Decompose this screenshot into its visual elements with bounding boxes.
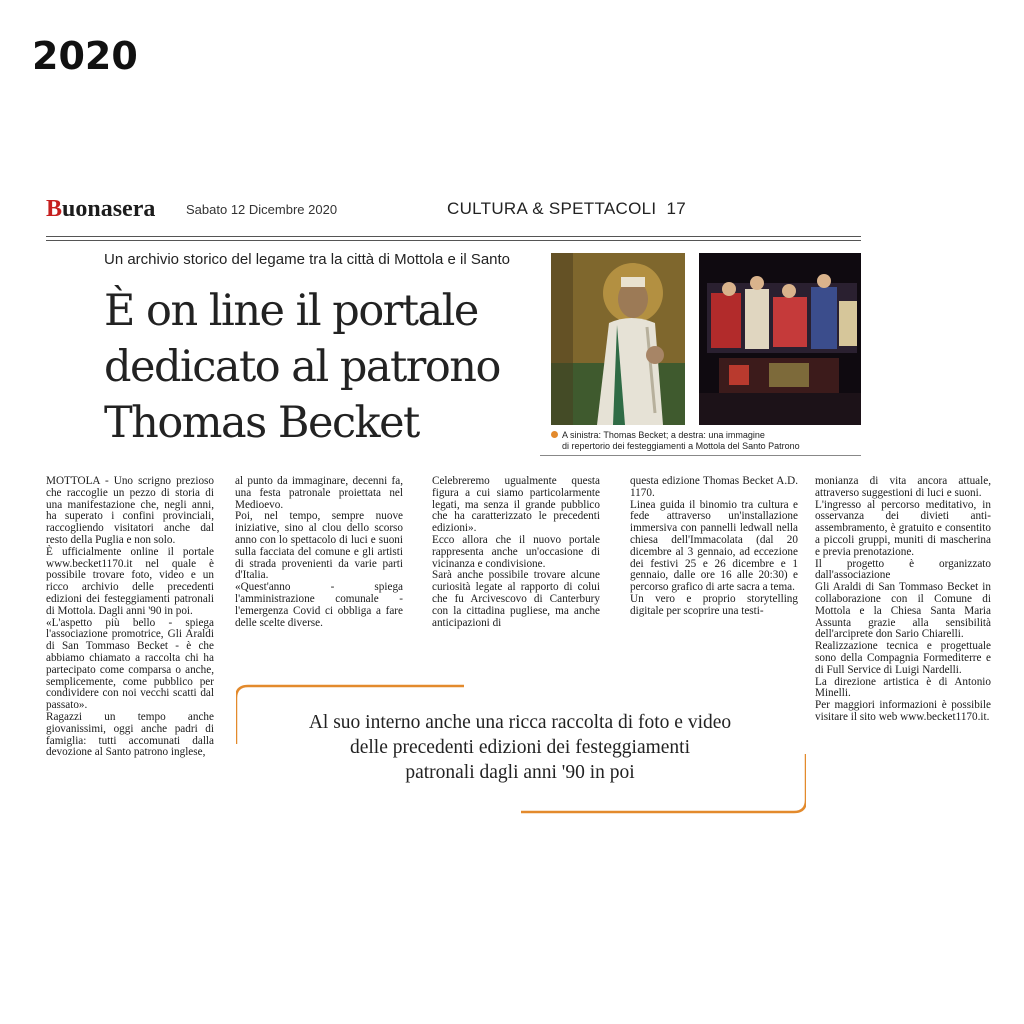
headline-line: È on line il portale xyxy=(104,286,478,336)
festival-image xyxy=(699,253,861,425)
pull-quote-line: Al suo interno anche una ricca raccolta di foto e video xyxy=(308,712,732,733)
body-column-4 xyxy=(630,476,798,618)
caption-bullet-icon xyxy=(551,431,558,438)
body-column-5 xyxy=(815,476,991,724)
pull-quote-line: patronali dagli anni '90 in poi xyxy=(405,762,635,783)
newspaper-header xyxy=(46,196,861,224)
masthead-initial: B xyxy=(46,196,63,222)
body-column-2 xyxy=(235,476,403,629)
year-label: 2020 xyxy=(32,34,138,78)
caption-line: di repertorio dei festeggiamenti a Mottola del Santo Patrono xyxy=(562,441,800,451)
caption-rule xyxy=(540,455,861,456)
mosaic-image xyxy=(551,253,685,425)
column-text: al punto da immaginare, decenni fa, una festa patronale proiettata nel Medioevo. Poi, nel tempo, sempre nuove iniziative, sino al clou dello scorso anno con lo spettacolo di luci e suoni sulla facciata del comune e gli artisti di strada provenienti da varie parti d'Italia. «Quest'anno - spiega l'amministrazione comunale - l'emergenza Covid ci obbliga a fare delle scelte diverse. xyxy=(235,475,403,629)
section-name: CULTURA & SPETTACOLI xyxy=(447,199,657,218)
photo-festival xyxy=(699,253,861,425)
headline-line: Thomas Becket xyxy=(104,398,419,448)
caption-line: A sinistra: Thomas Becket; a destra: una immagine xyxy=(562,430,765,440)
photo-caption xyxy=(551,430,861,452)
pull-quote xyxy=(250,710,790,785)
page-number: 17 xyxy=(666,199,686,218)
body-column-1 xyxy=(46,476,214,759)
pull-quote-line: delle precedenti edizioni dei festeggiamenti xyxy=(349,737,691,758)
headline-line: dedicato al patrono xyxy=(104,342,500,392)
column-text: Celebreremo ugualmente questa figura a cui siamo particolarmente legati, ma senza il grande pubblico che ha caratterizzato le precedenti edizioni». Ecco allora che il nuovo portale rappresenta anche un'occasione di vicinanza e condivisione. Sarà anche possibile trovare alcune curiosità legate al rapporto di colui che fu Arcivescovo di Canterbury con la cittadina pugliese, ma anche anticipazioni di xyxy=(432,475,600,629)
masthead-logo xyxy=(46,196,155,223)
column-text: monianza di vita ancora attuale, attraverso suggestioni di luci e suoni. L'ingresso al percorso meditativo, in osservanza dei divieti anti-assembramento, è gratuito e consentito a piccoli gruppi, muniti di mascherina e previa prenotazione. Il progetto è organizzato dall'associazione Gli Araldi di San Tommaso Becket in collaborazione con il Comune di Mottola e la Chiesa Santa Maria Assunta grazie alla sensibilità dell'arciprete don Sario Chiarelli. Realizzazione tecnica e progettuale sono della Compagnia Formediterre e di Full Service di Luigi Nardelli. La direzione artistica è di Antonio Minelli. Per maggiori informazioni è possibile visitare il sito web www.becket1170.it. xyxy=(815,475,991,723)
photo-thomas-becket xyxy=(551,253,685,425)
column-text: MOTTOLA - Uno scrigno prezioso che raccoglie un pezzo di storia di una manifestazione che, negli anni, ha superato i confini provinciali, raccogliendo visitatori anche dal resto della Puglia e non solo. È ufficialmente online il portale www.becket1170.it nel quale è possibile trovare foto, video e un ricco archivio delle precedenti edizioni dei festeggiamenti patronali di Mottola. Dagli anni '90 in poi. «L'aspetto più bello - spiega l'associazione promotrice, Gli Araldi di San Tommaso Becket - è che abbiamo chiamato a raccolta chi ha partecipato come comparsa o anche, semplicemente, come pubblico per condividere con noi vecchi scatti dal passato». Ragazzi un tempo anche giovanissimi, oggi anche padri di famiglia: tutti accomunati dalla devozione al Santo patrono inglese, xyxy=(46,475,214,759)
header-rule-top xyxy=(46,236,861,237)
header-rule-bottom xyxy=(46,240,861,241)
column-text: questa edizione Thomas Becket A.D. 1170. Linea guida il binomio tra cultura e fede attraverso un'installazione immersiva con pannelli ledwall nella chiesa dell'Immacolata (dal 20 dicembre al 3 gennaio, ad eccezione dei festivi 25 e 26 dicembre e 1 gennaio, dalle ore 16 alle 20:30) e percorso grafico di arte sacra a tema. Un vero e proprio storytelling digitale per scoprire una testi- xyxy=(630,475,798,617)
publication-date: Sabato 12 Dicembre 2020 xyxy=(186,202,338,217)
section-heading xyxy=(447,199,686,219)
masthead-rest: uonasera xyxy=(62,196,156,222)
article-kicker: Un archivio storico del legame tra la città di Mottola e il Santo xyxy=(104,251,511,268)
body-column-3 xyxy=(432,476,600,629)
article-headline xyxy=(104,283,544,451)
